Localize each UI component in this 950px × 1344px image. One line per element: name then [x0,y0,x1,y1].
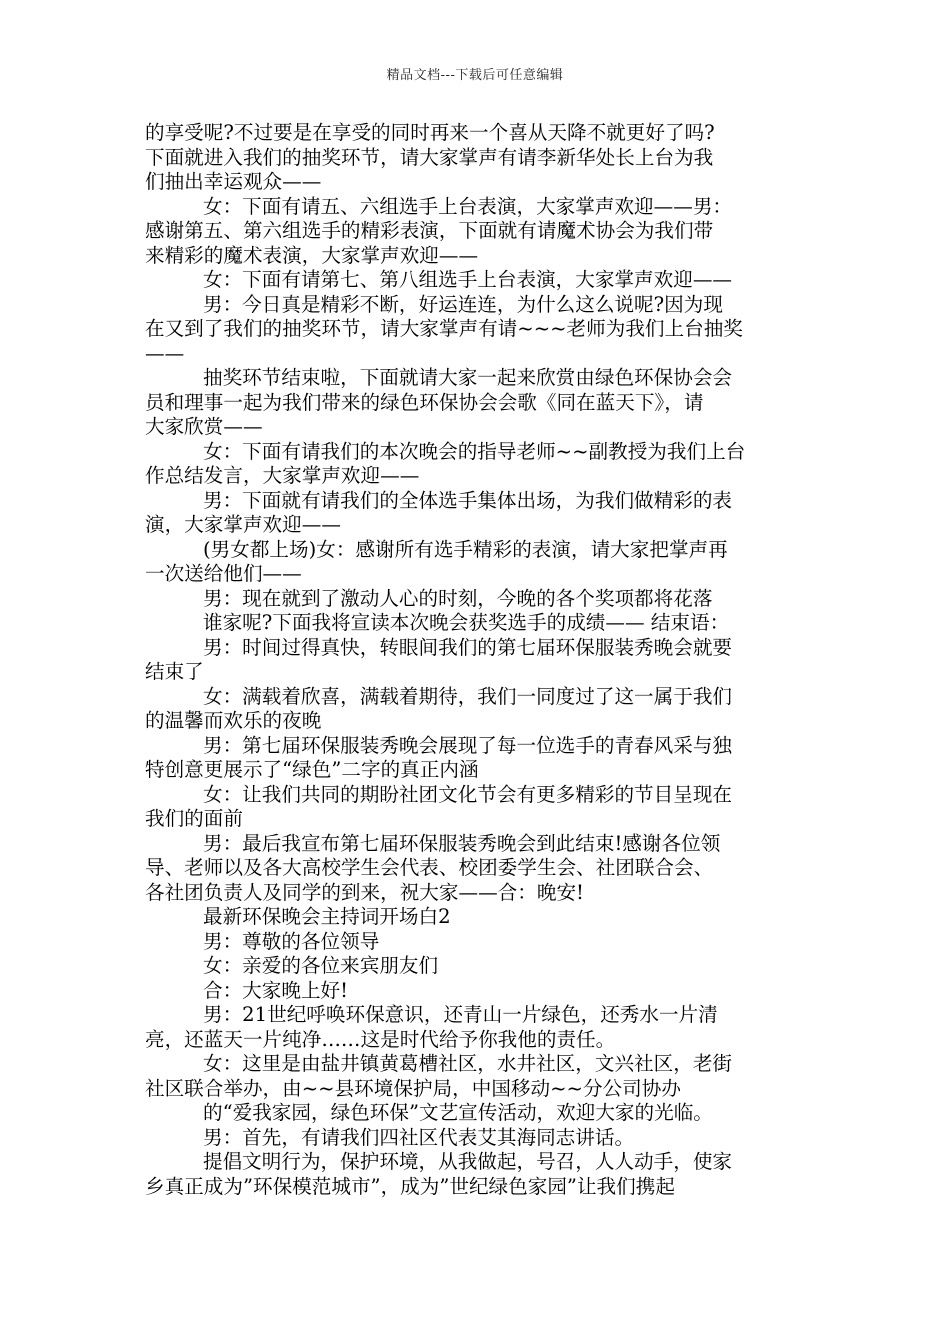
text-line: 的温馨而欢乐的夜晚 [145,709,322,732]
text-line: 最新环保晚会主持词开场白2 [203,905,451,928]
text-line: 女：让我们共同的期盼社团文化节会有更多精彩的节目呈现在 [203,782,733,806]
text-line: 抽奖环节结束啦，下面就请大家一起来欣赏由绿色环保协会会 [203,366,733,389]
text-line: 女：这里是由盐井镇黄葛槽社区，水井社区，文兴社区，老街 [203,1052,733,1075]
text-line: 各社团负责人及同学的到来，祝大家——合：晚安! [145,880,584,904]
text-line: 员和理事一起为我们带来的绿色环保协会会歌《同在蓝天下》，请 [145,390,704,414]
text-line: 男：21世纪呼唤环保意识，还青山一片绿色，还秀水一片清 [203,1003,718,1026]
text-line: —— [145,341,185,365]
text-line: 谁家呢?下面我将宣读本次晚会获奖选手的成绩—— 结束语： [203,611,730,634]
text-line: 感谢第五、第六组选手的精彩表演，下面就有请魔术协会为我们带 [145,219,714,242]
text-line: 导、老师以及各大高校学生会代表、校团委学生会、社团联合会、 [145,856,714,879]
text-line: 乡真正成为”环保模范城市”，成为”世纪绿色家园”让我们携起 [145,1174,675,1198]
page-header: 精品文档---下载后可任意编辑 [386,68,564,83]
text-line: 合：大家晚上好! [203,978,349,1002]
text-line: 亮，还蓝天一片纯净……这是时代给予你我他的责任。 [145,1027,616,1051]
text-line: 男：第七届环保服装秀晚会展现了每一位选手的青春风采与独 [203,733,733,757]
text-line: 男：时间过得真快，转眼间我们的第七届环保服装秀晚会就要 [203,635,733,659]
text-line: 在又到了我们的抽奖环节，请大家掌声有请~~~老师为我们上台抽奖 [145,317,743,340]
text-line: 的“爱我家园，绿色环保”文艺宣传活动，欢迎大家的光临。 [203,1101,713,1124]
text-line: 特创意更展示了“绿色”二字的真正内涵 [145,758,479,781]
text-line: 结束了 [145,660,204,683]
text-line: 的享受呢?不过要是在享受的同时再来一个喜从天降不就更好了吗? [145,121,715,144]
text-line: 演，大家掌声欢迎—— [145,513,341,536]
text-line: 社区联合举办，由~~县环境保护局，中国移动~~分公司协办 [145,1076,681,1100]
text-line: (男女都上场)女：感谢所有选手精彩的表演，请大家把掌声再 [203,537,728,561]
text-line: 们抽出幸运观众—— [145,170,322,193]
text-line: 男：下面就有请我们的全体选手集体出场，为我们做精彩的表 [203,488,733,512]
text-line: 男：现在就到了激动人心的时刻，今晚的各个奖项都将花落 [203,586,713,610]
text-line: 女：下面有请第七、第八组选手上台表演，大家掌声欢迎—— [203,268,733,291]
text-line: 女：下面有请我们的本次晚会的指导老师~~副教授为我们上台 [203,439,746,463]
text-line: 一次送给他们—— [145,562,302,585]
text-line: 女：亲爱的各位来宾朋友们 [203,954,439,977]
text-line: 男：最后我宣布第七届环保服装秀晚会到此结束!感谢各位领 [203,831,721,855]
text-line: 男：首先，有请我们四社区代表艾其海同志讲话。 [203,1125,635,1149]
text-line: 女：满载着欣喜，满载着期待，我们一同度过了这一属于我们 [203,684,733,708]
text-line: 男：今日真是精彩不断，好运连连，为什么这么说呢?因为现 [203,292,723,316]
document-body [145,121,810,1199]
text-line: 男：尊敬的各位领导 [203,929,380,953]
text-line: 来精彩的魔术表演，大家掌声欢迎—— [145,243,479,267]
text-line: 大家欣赏—— [145,415,263,438]
text-line: 女：下面有请五、六组选手上台表演，大家掌声欢迎——男： [203,194,733,218]
text-line: 下面就进入我们的抽奖环节，请大家掌声有请李新华处长上台为我 [145,145,714,169]
text-line: 提倡文明行为，保护环境，从我做起，号召，人人动手，使家 [203,1150,733,1173]
text-line: 作总结发言，大家掌声欢迎—— [145,464,420,487]
text-line: 我们的面前 [145,807,243,830]
